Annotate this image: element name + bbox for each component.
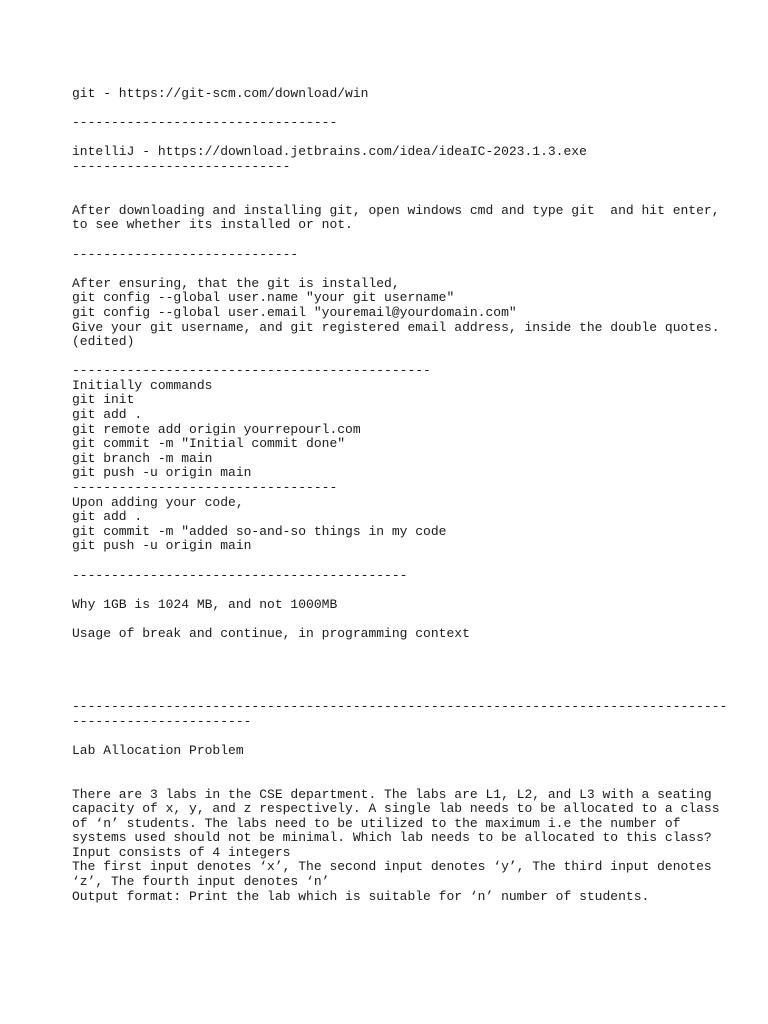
config-email-command: git config --global user.email "youremail@yourdomain.com" <box>72 304 517 320</box>
lab-problem-title: Lab Allocation Problem <box>72 742 244 758</box>
command-line: git commit -m "added so-and-so things in my code <box>72 523 447 539</box>
separator: ---------------------------------------------- <box>72 363 431 379</box>
config-name-command: git config --global user.name "your git username" <box>72 290 455 306</box>
input-description: ‘z’, The fourth input denotes ‘n’ <box>72 874 330 890</box>
blank-line <box>72 583 712 598</box>
why-gb-question: Why 1GB is 1024 MB, and not 1000MB <box>72 596 338 612</box>
blank-line <box>72 189 712 204</box>
blank-line <box>72 131 712 146</box>
output-format: Output format: Print the lab which is suitable for ‘n’ number of students. <box>72 888 650 904</box>
blank-line <box>72 612 712 627</box>
command-line: git commit -m "Initial commit done" <box>72 436 346 452</box>
blank-line <box>72 758 712 773</box>
problem-text-line: of ‘n’ students. The labs need to be utilized to the maximum i.e the number of <box>72 815 681 831</box>
install-note-line: After downloading and installing git, open windows cmd and type git and hit enter, <box>72 202 720 218</box>
separator: ----------------------------- <box>72 246 299 262</box>
separator: ----------------------- <box>72 713 252 729</box>
command-line: git remote add origin yourrepourl.com <box>72 421 361 437</box>
blank-line <box>72 773 712 788</box>
blank-line <box>72 350 712 365</box>
git-download-link[interactable]: git - https://git-scm.com/download/win <box>72 86 369 101</box>
separator: ---------------------------------- <box>72 115 338 131</box>
blank-line <box>72 685 712 700</box>
initial-commands-heading: Initially commands <box>72 377 213 393</box>
adding-code-heading: Upon adding your code, <box>72 494 244 510</box>
blank-line <box>72 262 712 277</box>
ensure-heading: After ensuring, that the git is installed, <box>72 275 400 291</box>
command-line: git add . <box>72 509 143 525</box>
blank-line <box>72 642 712 657</box>
separator: ---------------------------- <box>72 158 291 174</box>
problem-text-line: capacity of x, y, and z respectively. A single lab needs to be allocated to a class <box>72 801 720 817</box>
config-note: Give your git username, and git registered email address, inside the double quotes. <box>72 319 720 335</box>
document-page <box>72 86 728 904</box>
blank-line <box>72 102 712 117</box>
intellij-download-link[interactable]: intelliJ - https://download.jetbrains.com/idea/ideaIC-2023.1.3.exe <box>72 144 587 160</box>
blank-line <box>72 175 712 190</box>
problem-text-line: systems used should not be minimal. Which lab needs to be allocated to this class? <box>72 830 712 846</box>
blank-line <box>72 554 712 569</box>
command-line: git init <box>72 392 135 408</box>
blank-line <box>72 729 712 744</box>
input-description: The first input denotes ‘x’, The second input denotes ‘y’, The third input denotes <box>72 859 712 875</box>
install-note-line: to see whether its installed or not. <box>72 217 353 233</box>
command-line: git add . <box>72 407 143 423</box>
command-line: git push -u origin main <box>72 538 252 554</box>
separator: ------------------------------------------------------------------------------------ <box>72 698 728 714</box>
command-line: git push -u origin main <box>72 465 252 481</box>
input-spec: Input consists of 4 integers <box>72 844 291 860</box>
separator: ------------------------------------------- <box>72 567 408 583</box>
blank-line <box>72 233 712 248</box>
blank-line <box>72 671 712 686</box>
blank-line <box>72 656 712 671</box>
command-line: git branch -m main <box>72 450 213 466</box>
edited-tag: (edited) <box>72 334 135 350</box>
problem-text-line: There are 3 labs in the CSE department. The labs are L1, L2, and L3 with a seating <box>72 786 712 802</box>
break-continue-topic: Usage of break and continue, in programming context <box>72 625 470 641</box>
separator: ---------------------------------- <box>72 480 338 496</box>
